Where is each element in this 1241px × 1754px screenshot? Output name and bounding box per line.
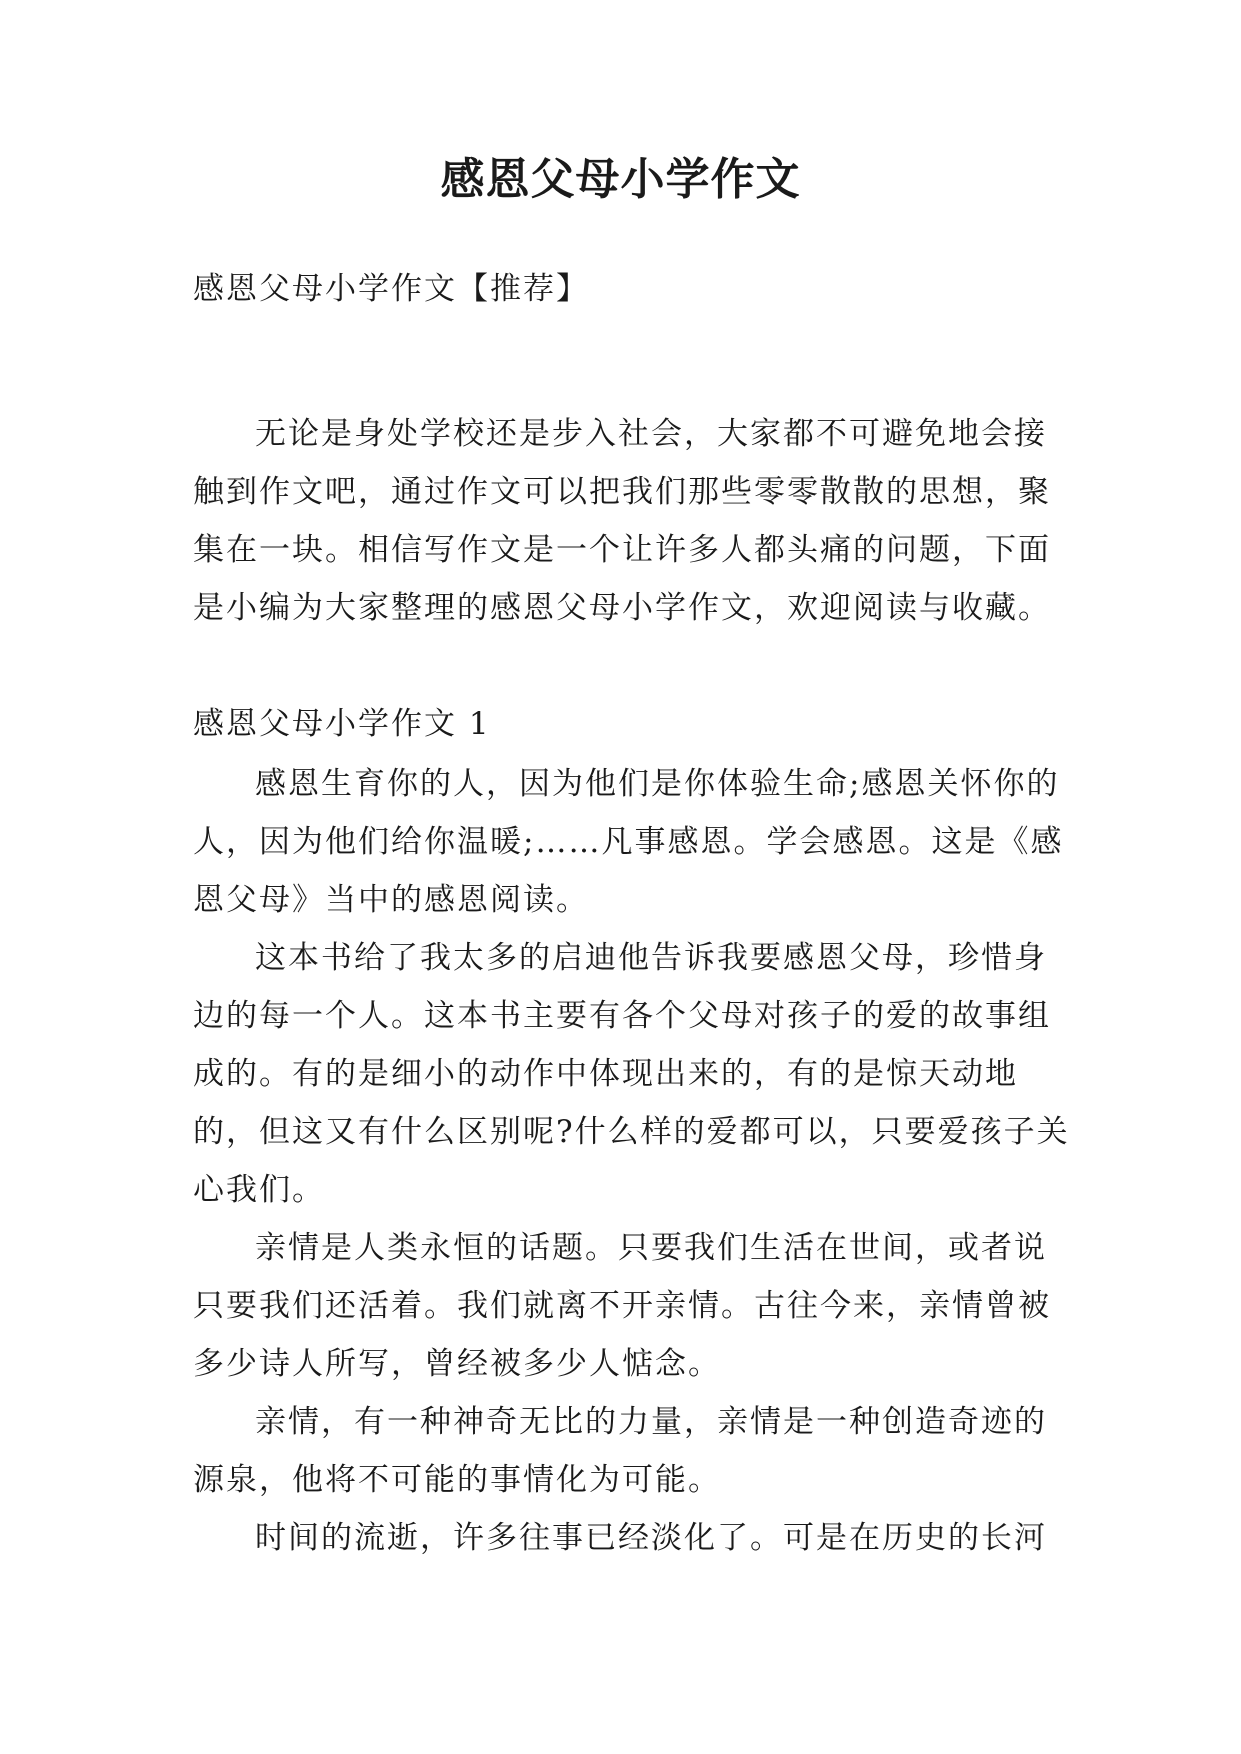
essay-paragraph: 亲情，有一种神奇无比的力量，亲情是一种创造奇迹的源泉，他将不可能的事情化为可能。	[193, 1404, 1047, 1498]
intro-paragraph: 无论是身处学校还是步入社会，大家都不可避免地会接触到作文吧，通过作文可以把我们那些零零散散的思想，聚集在一块。相信写作文是一个让许多人都头痛的问题，下面是小编为大家整理的感恩父母小学作文，欢迎阅读与收藏。	[193, 416, 1051, 626]
essay-paragraph: 亲情是人类永恒的话题。只要我们生活在世间，或者说只要我们还活着。我们就离不开亲情。古往今来，亲情曾被多少诗人所写，曾经被多少人惦念。	[193, 1230, 1051, 1382]
essay-paragraph: 时间的流逝，许多往事已经淡化了。可是在历史的长河	[255, 1520, 1047, 1556]
essay-paragraph: 感恩生育你的人，因为他们是你体验生命;感恩关怀你的人，因为他们给你温暖;……凡事感恩。学会感恩。这是《感恩父母》当中的感恩阅读。	[193, 766, 1064, 918]
section-heading: 感恩父母小学作文 1	[193, 706, 491, 742]
essay-paragraph: 这本书给了我太多的启迪他告诉我要感恩父母，珍惜身边的每一个人。这本书主要有各个父母对孩子的爱的故事组成的。有的是细小的动作中体现出来的，有的是惊天动地的，但这又有什么区别呢?什么样的爱都可以，只要爱孩子关心我们。	[193, 940, 1070, 1208]
document-subtitle: 感恩父母小学作文【推荐】	[193, 271, 589, 307]
document-title: 感恩父母小学作文	[440, 154, 801, 205]
essay-body	[193, 755, 1073, 1567]
